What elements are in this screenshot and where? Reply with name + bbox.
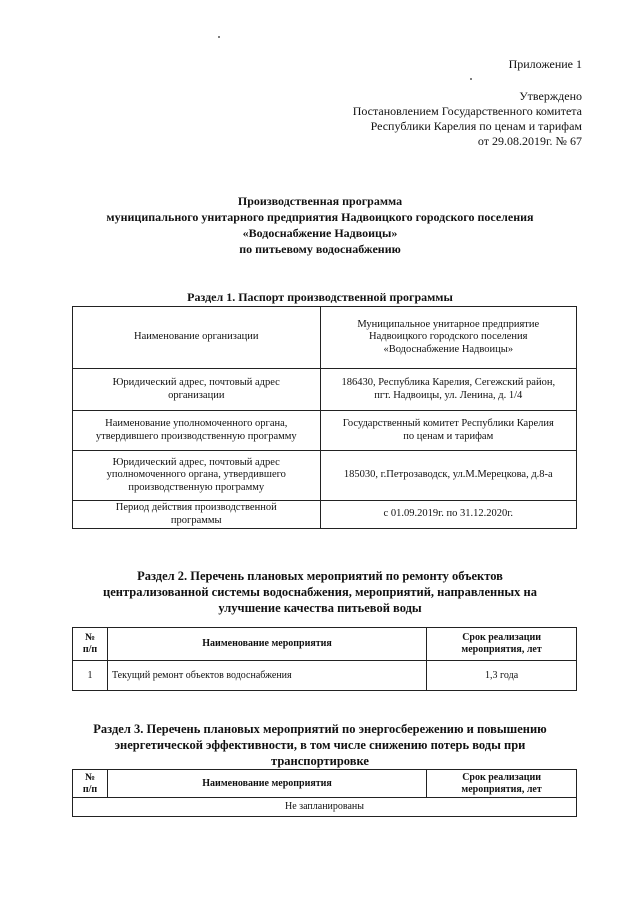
row-label: Юридический адрес, почтовый адрес уполномоченного органа, утвердившего производственную программу [73, 451, 321, 501]
table-header-row [73, 770, 577, 798]
table-row [73, 307, 577, 369]
row-label: Наименование организации [73, 307, 321, 369]
row-value: Муниципальное унитарное предприятие Надвоицкого городского поселения «Водоснабжение Надвоицы» [320, 307, 576, 369]
energy-measures-table [72, 769, 577, 817]
table-row [73, 451, 577, 501]
row-value: с 01.09.2019г. по 31.12.2020г. [320, 501, 576, 529]
repair-measures-table [72, 627, 577, 691]
row-value: 186430, Республика Карелия, Сегежский район, пгт. Надвоицы, ул. Ленина, д. 1/4 [320, 369, 576, 411]
cell-num: 1 [73, 661, 108, 691]
row-value: 185030, г.Петрозаводск, ул.М.Мерецкова, д.8-а [320, 451, 576, 501]
row-label: Период действия производственной программы [73, 501, 321, 529]
resolution-line: Постановлением Государственного комитета [352, 104, 582, 118]
row-value: Государственный комитет Республики Карелия по ценам и тарифам [320, 411, 576, 451]
passport-table [72, 306, 577, 529]
appendix-label: Приложение 1 [508, 57, 582, 71]
section3-title: Раздел 3. Перечень плановых мероприятий по энергосбережению и повышению [93, 722, 547, 736]
section2-title: Раздел 2. Перечень плановых мероприятий по ремонту объектов [137, 569, 503, 583]
table-row [73, 369, 577, 411]
section2-title: улучшение качества питьевой воды [218, 601, 422, 615]
table-row [73, 661, 577, 691]
doc-title: «Водоснабжение Надвоицы» [242, 226, 398, 240]
doc-title: по питьевому водоснабжению [239, 242, 401, 256]
section3-title: энергетической эффективности, в том числе снижению потерь воды при [114, 738, 526, 752]
scan-speck [218, 36, 220, 38]
row-label: Наименование уполномоченного органа, утвердившего производственную программу [73, 411, 321, 451]
col-num-header: № п/п [73, 628, 108, 661]
cell-name: Текущий ремонт объектов водоснабжения [107, 661, 426, 691]
resolution-line: Республики Карелия по ценам и тарифам [370, 119, 582, 133]
section2-title: централизованной системы водоснабжения, мероприятий, направленных на [103, 585, 537, 599]
col-term-header: Срок реализации мероприятия, лет [427, 628, 577, 661]
row-label: Юридический адрес, почтовый адрес организации [73, 369, 321, 411]
approved-label: Утверждено [519, 89, 582, 103]
table-row [73, 411, 577, 451]
section3-title: транспортировке [271, 754, 369, 768]
col-name-header: Наименование мероприятия [107, 770, 426, 798]
table-header-row [73, 628, 577, 661]
empty-note: Не запланированы [73, 798, 577, 817]
scan-speck [470, 78, 472, 80]
doc-title: муниципального унитарного предприятия Надвоицкого городского поселения [106, 210, 534, 224]
doc-title: Производственная программа [237, 194, 403, 208]
table-row [73, 501, 577, 529]
col-term-header: Срок реализации мероприятия, лет [427, 770, 577, 798]
col-name-header: Наименование мероприятия [107, 628, 426, 661]
section1-title: Раздел 1. Паспорт производственной программы [187, 290, 453, 304]
cell-term: 1,3 года [427, 661, 577, 691]
table-row [73, 798, 577, 817]
resolution-line: от 29.08.2019г. № 67 [477, 134, 582, 148]
col-num-header: № п/п [73, 770, 108, 798]
